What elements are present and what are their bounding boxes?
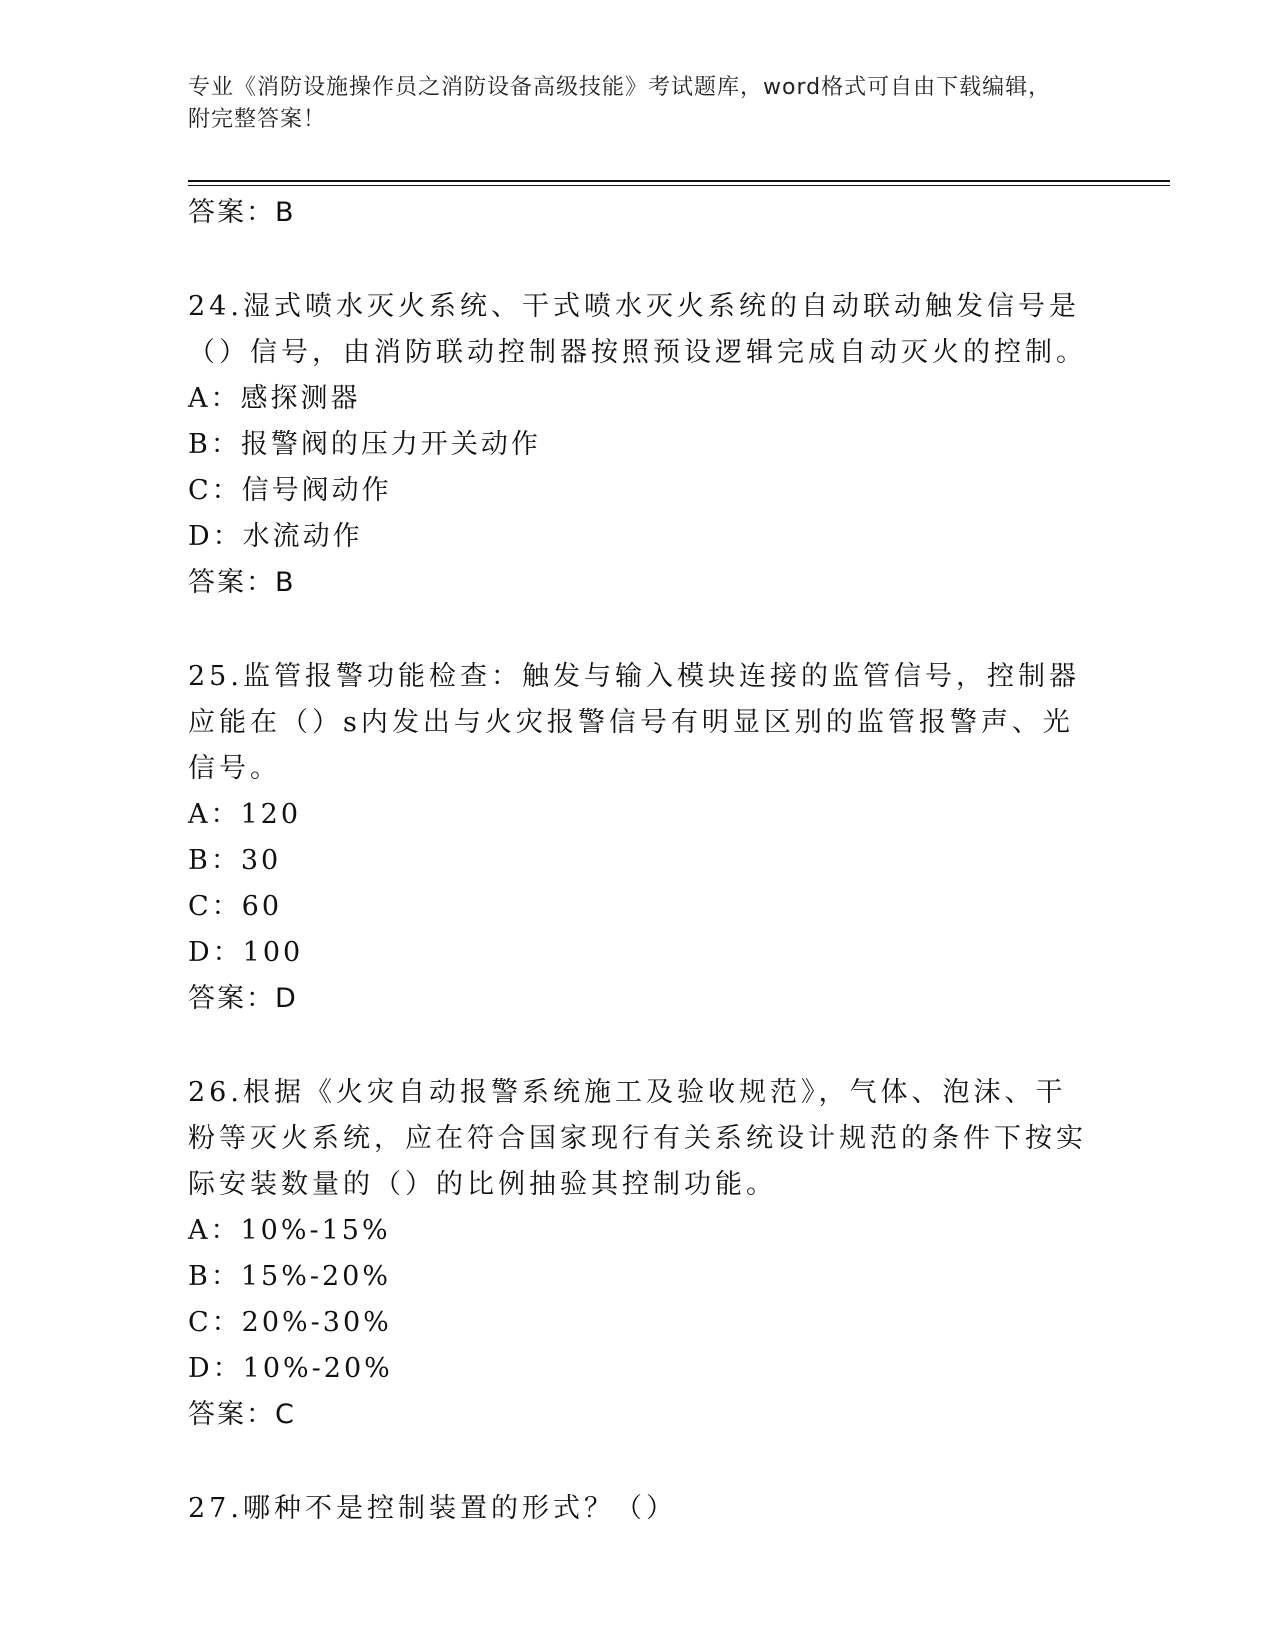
question-26	[188, 1070, 1088, 1438]
header-divider	[188, 180, 1170, 182]
question-text: 25.监管报警功能检查：触发与输入模块连接的监管信号，控制器应能在（）s内发出与火灾报警信号有明显区别的监管报警声、光信号。	[188, 661, 1080, 784]
option-a: A：感探测器	[188, 383, 361, 414]
question-list	[188, 190, 1088, 1532]
answer-line: 答案：D	[188, 983, 298, 1014]
question-24	[188, 284, 1088, 606]
option-a: A：120	[188, 799, 302, 830]
question-text: 26.根据《火灾自动报警系统施工及验收规范》，气体、泡沫、干粉等灭火系统，应在符合国家现行有关系统设计规范的条件下按实际安装数量的（）的比例抽验其控制功能。	[188, 1077, 1087, 1200]
header-divider-thin	[188, 185, 1170, 186]
answer-line: 答案：B	[188, 567, 296, 598]
option-d: D：10%-20%	[188, 1353, 393, 1384]
option-b: B：15%-20%	[188, 1261, 391, 1292]
question-text: 27.哪种不是控制装置的形式？（）	[188, 1493, 677, 1524]
option-c: C：60	[188, 891, 283, 922]
question-25	[188, 654, 1088, 1022]
answer-line: 答案：B	[188, 197, 296, 228]
option-d: D：100	[188, 937, 304, 968]
question-27	[188, 1486, 1088, 1532]
option-d: D：水流动作	[188, 521, 363, 552]
option-a: A：10%-15%	[188, 1215, 391, 1246]
document-header: 专业《消防设施操作员之消防设备高级技能》考试题库，word格式可自由下载编辑，附完整答案！	[188, 75, 1052, 132]
question-text: 24.湿式喷水灭火系统、干式喷水灭火系统的自动联动触发信号是（）信号，由消防联动控制器按照预设逻辑完成自动灭火的控制。	[188, 291, 1087, 368]
option-b: B：报警阀的压力开关动作	[188, 429, 541, 460]
option-c: C：20%-30%	[188, 1307, 392, 1338]
answer-line: 答案：C	[188, 1399, 296, 1430]
option-b: B：30	[188, 845, 282, 876]
option-c: C：信号阀动作	[188, 475, 392, 506]
